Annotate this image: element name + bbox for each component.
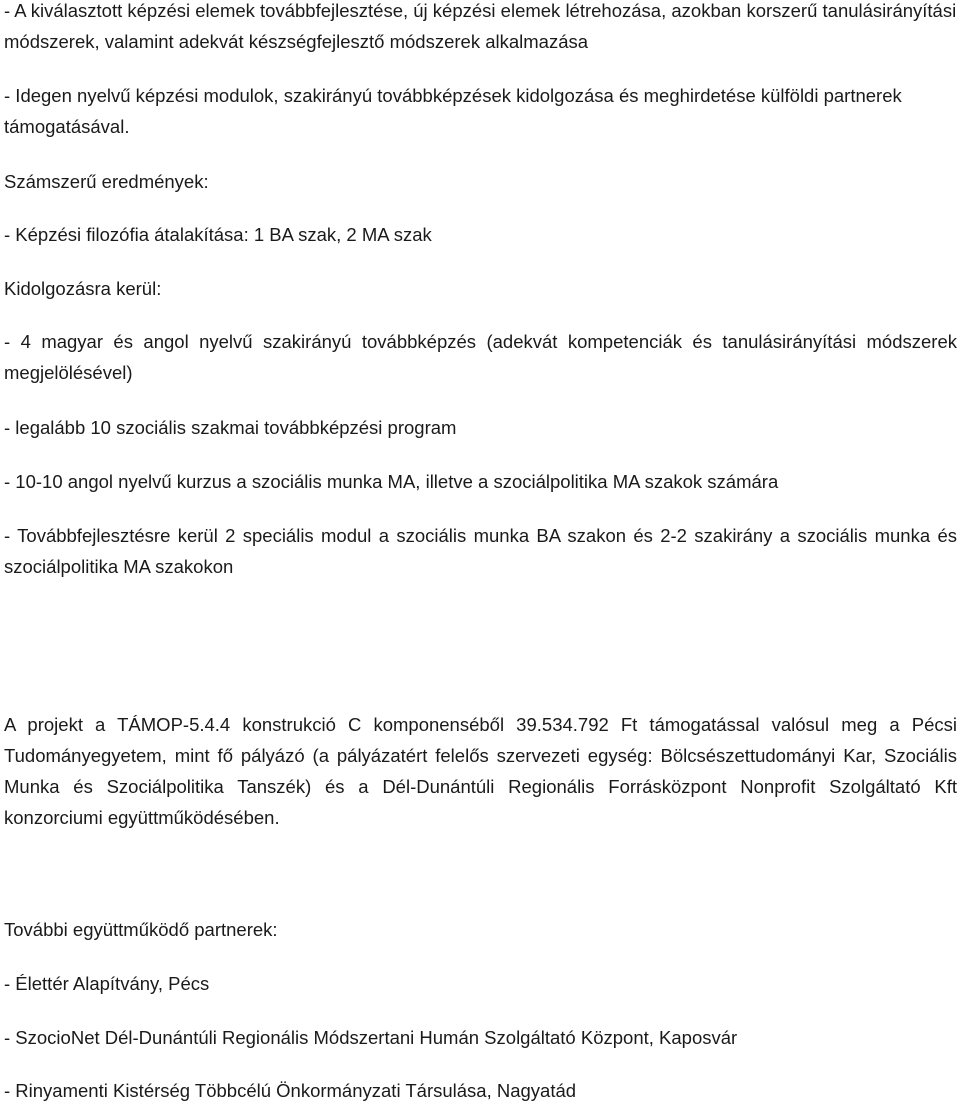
partner-item-szocionet: - SzocioNet Dél-Dunántúli Regionális Módszertani Humán Szolgáltató Központ, Kaposvár	[4, 1027, 738, 1048]
partner-item-elletter: - Élettér Alapítvány, Pécs	[4, 973, 210, 994]
heading-to-be-developed: Kidolgozásra kerül:	[4, 278, 162, 299]
partner-item-rinyamenti: - Rinyamenti Kistérség Többcélú Önkormányzati Társulása, Nagyatád	[4, 1080, 577, 1101]
paragraph-training-elements: - A kiválasztott képzési elemek továbbfejlesztése, új képzési elemek létrehozása, azokban korszerű tanulásirányítási módszerek, valamint adekvát készségfejlesztő módszerek alkalmazása	[4, 0, 957, 52]
paragraph-training-programs: - legalább 10 szociális szakmai továbbképzési program	[4, 417, 457, 438]
paragraph-foreign-language-modules: - Idegen nyelvű képzési modulok, szakirányú továbbképzések kidolgozása és meghirdetése külföldi partnerek támogatásával.	[4, 85, 902, 137]
paragraph-training-philosophy: - Képzési filozófia átalakítása: 1 BA szak, 2 MA szak	[4, 224, 432, 245]
heading-numeric-results: Számszerű eredmények:	[4, 171, 209, 192]
paragraph-english-courses: - 10-10 angol nyelvű kurzus a szociális munka MA, illetve a szociálpolitika MA szakok számára	[4, 471, 779, 492]
paragraph-project-funding: A projekt a TÁMOP-5.4.4 konstrukció C komponenséből 39.534.792 Ft támogatással valósul meg a Pécsi Tudományegyetem, mint fő pályázó (a pályázatért felelős szervezeti egység: Bölcsészettudományi Kar, Szociális Munka és Szociálpolitika Tanszék) és a Dél-Dunántúli Regionális Forrásközpont Nonprofit Szolgáltató Kft konzorciumi együttműködésében.	[4, 714, 957, 828]
heading-further-partners: További együttműködő partnerek:	[4, 919, 278, 940]
paragraph-special-modules: - Továbbfejlesztésre kerül 2 speciális modul a szociális munka BA szakon és 2-2 szakirány a szociális munka és szociálpolitika MA szakokon	[4, 525, 957, 577]
paragraph-postgraduate-courses: - 4 magyar és angol nyelvű szakirányú továbbképzés (adekvát kompetenciák és tanulásirányítási módszerek megjelölésével)	[4, 331, 957, 383]
